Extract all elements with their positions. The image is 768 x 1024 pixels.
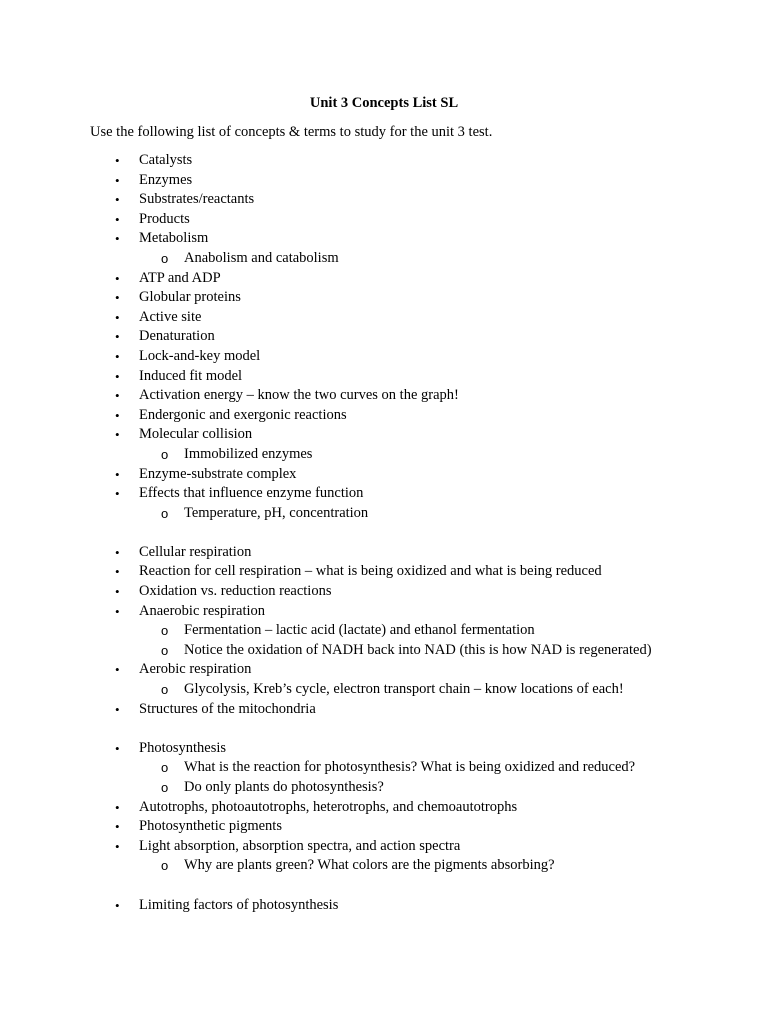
- bullet-icon: [115, 739, 120, 759]
- sub-list-item-text: Fermentation – lactic acid (lactate) and ethanol fermentation: [184, 622, 535, 639]
- bullet-icon: [115, 543, 120, 563]
- bullet-icon: [115, 465, 120, 485]
- bullet-icon: [115, 660, 120, 680]
- sub-list-item: [0, 621, 768, 641]
- bullet-icon: [115, 798, 120, 818]
- list-item: [0, 288, 768, 308]
- list-item-text: Denaturation: [139, 328, 215, 345]
- list-item-text: Substrates/reactants: [139, 191, 255, 208]
- list-item: [0, 151, 768, 171]
- sub-bullet-icon: o: [161, 623, 169, 639]
- sub-bullet-icon: o: [161, 858, 169, 874]
- sub-bullet-icon: o: [161, 760, 169, 776]
- list-item: [0, 582, 768, 602]
- bullet-icon: [115, 700, 120, 720]
- bullet-icon: [115, 327, 120, 347]
- intro-paragraph: Use the following list of concepts & terms to study for the unit 3 test.: [90, 124, 493, 140]
- list-item: [0, 367, 768, 387]
- sub-bullet-icon: o: [161, 250, 169, 266]
- list-item-text: Globular proteins: [139, 289, 241, 306]
- list-item-text: Active site: [139, 308, 202, 325]
- list-item-text: Aerobic respiration: [139, 661, 252, 678]
- sub-list-item-text: Temperature, pH, concentration: [184, 504, 369, 521]
- list-item-text: Anaerobic respiration: [139, 602, 266, 619]
- bullet-icon: [115, 229, 120, 249]
- list-item: [0, 210, 768, 230]
- bullet-icon: [115, 367, 120, 387]
- list-item: [0, 602, 768, 622]
- sub-bullet-icon: o: [161, 446, 169, 462]
- bullet-icon: [115, 817, 120, 837]
- list-item: [0, 347, 768, 367]
- list-item: [0, 386, 768, 406]
- list-item-text: Cellular respiration: [139, 543, 252, 560]
- list-item: [0, 562, 768, 582]
- list-item: [0, 837, 768, 857]
- sub-list-item-text: What is the reaction for photosynthesis? What is being oxidized and reduced?: [184, 759, 636, 776]
- bullet-icon: [115, 269, 120, 289]
- list-item: [0, 660, 768, 680]
- list-item: [0, 896, 768, 916]
- sub-list-item-text: Why are plants green? What colors are the pigments absorbing?: [184, 857, 555, 874]
- list-item-text: ATP and ADP: [139, 269, 221, 286]
- list-item: [0, 425, 768, 445]
- bullet-icon: [115, 837, 120, 857]
- list-item-text: Structures of the mitochondria: [139, 700, 316, 717]
- list-item-text: Activation energy – know the two curves on the graph!: [139, 387, 459, 404]
- sub-list-item-text: Do only plants do photosynthesis?: [184, 779, 384, 795]
- list-item-text: Enzymes: [139, 171, 193, 188]
- sub-list-item-text: Notice the oxidation of NADH back into NAD (this is how NAD is regenerated): [184, 641, 652, 658]
- list-item: [0, 308, 768, 328]
- list-item: [0, 543, 768, 563]
- bullet-icon: [115, 210, 120, 230]
- list-item-text: Products: [139, 210, 190, 227]
- list-item: [0, 327, 768, 347]
- list-item-text: Effects that influence enzyme function: [139, 485, 364, 502]
- list-item: [0, 817, 768, 837]
- list-item: [0, 739, 768, 759]
- list-item-text: Endergonic and exergonic reactions: [139, 406, 347, 423]
- page-title: Unit 3 Concepts List SL: [309, 95, 459, 111]
- list-item-text: Photosynthetic pigments: [139, 818, 282, 835]
- bullet-icon: [115, 347, 120, 367]
- list-item-text: Autotrophs, photoautotrophs, heterotrophs, and chemoautotrophs: [139, 798, 518, 815]
- sub-list-item-text: Glycolysis, Kreb’s cycle, electron transport chain – know locations of each!: [184, 681, 624, 698]
- bullet-icon: [115, 308, 120, 328]
- list-item-text: Reaction for cell respiration – what is being oxidized and what is being reduced: [139, 563, 602, 580]
- sub-list-item: [0, 249, 768, 269]
- list-item-text: Oxidation vs. reduction reactions: [139, 583, 332, 600]
- list-item: [0, 229, 768, 249]
- sub-list-item: [0, 778, 768, 798]
- sub-list-item-text: Anabolism and catabolism: [184, 249, 339, 266]
- list-item-text: Metabolism: [139, 230, 209, 247]
- concept-list: [0, 151, 768, 915]
- list-item-text: Light absorption, absorption spectra, and action spectra: [139, 837, 461, 854]
- bullet-icon: [115, 288, 120, 308]
- sub-bullet-icon: o: [161, 682, 169, 698]
- list-item-text: Catalysts: [139, 152, 193, 168]
- list-item-text: Photosynthesis: [139, 739, 227, 756]
- list-item-text: Molecular collision: [139, 426, 253, 443]
- list-item-text: Enzyme-substrate complex: [139, 465, 297, 482]
- bullet-icon: [115, 171, 120, 191]
- sub-list-item: [0, 856, 768, 876]
- list-item: [0, 700, 768, 720]
- bullet-icon: [115, 425, 120, 445]
- bullet-icon: [115, 406, 120, 426]
- list-spacer: [0, 876, 768, 896]
- list-item: [0, 190, 768, 210]
- list-spacer: [0, 719, 768, 739]
- list-item-text: Limiting factors of photosynthesis: [139, 896, 339, 913]
- sub-bullet-icon: o: [161, 505, 169, 521]
- list-item: [0, 406, 768, 426]
- list-item-text: Lock-and-key model: [139, 347, 261, 364]
- list-item: [0, 269, 768, 289]
- sub-list-item: [0, 641, 768, 661]
- bullet-icon: [115, 484, 120, 504]
- sub-list-item: [0, 504, 768, 524]
- list-item-text: Induced fit model: [139, 367, 243, 384]
- bullet-icon: [115, 896, 120, 916]
- list-spacer: [0, 523, 768, 543]
- list-item: [0, 798, 768, 818]
- sub-bullet-icon: o: [161, 642, 169, 658]
- bullet-icon: [115, 582, 120, 602]
- sub-list-item: [0, 680, 768, 700]
- bullet-icon: [115, 386, 120, 406]
- bullet-icon: [115, 190, 120, 210]
- bullet-icon: [115, 151, 120, 171]
- bullet-icon: [115, 602, 120, 622]
- sub-list-item: [0, 758, 768, 778]
- list-item: [0, 465, 768, 485]
- list-item: [0, 484, 768, 504]
- sub-list-item-text: Immobilized enzymes: [184, 445, 313, 462]
- sub-list-item: [0, 445, 768, 465]
- bullet-icon: [115, 562, 120, 582]
- list-item: [0, 171, 768, 191]
- sub-bullet-icon: o: [161, 780, 169, 795]
